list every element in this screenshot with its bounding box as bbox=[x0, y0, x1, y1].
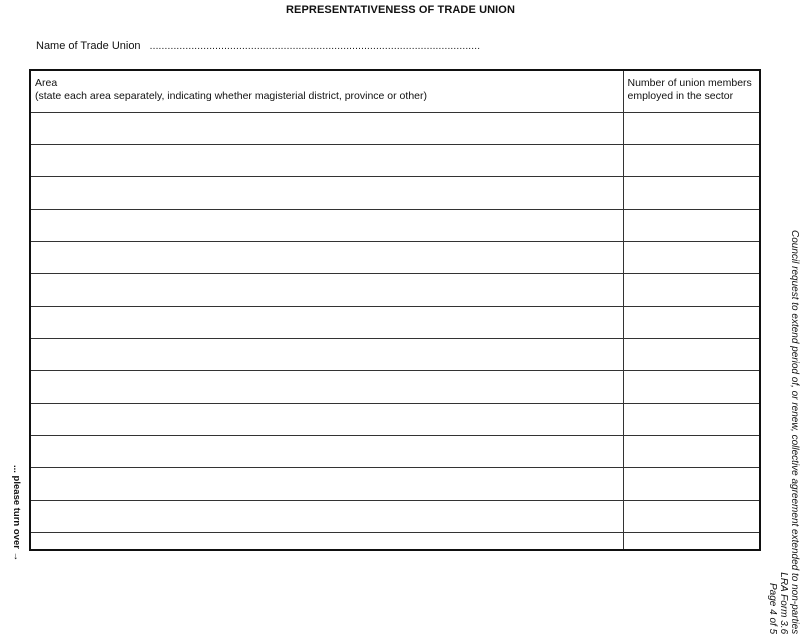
members-column-title-line2: employed in the sector bbox=[627, 90, 734, 102]
area-cell[interactable] bbox=[31, 306, 623, 338]
members-count-cell[interactable] bbox=[623, 209, 759, 241]
area-cell[interactable] bbox=[31, 112, 623, 144]
members-count-cell[interactable] bbox=[623, 306, 759, 338]
table-row bbox=[31, 500, 759, 532]
members-count-cell[interactable] bbox=[623, 500, 759, 532]
area-cell[interactable] bbox=[31, 274, 623, 306]
area-column-header bbox=[31, 71, 623, 112]
members-count-cell[interactable] bbox=[623, 339, 759, 371]
members-count-cell[interactable] bbox=[623, 144, 759, 176]
area-cell[interactable] bbox=[31, 371, 623, 403]
table-row bbox=[31, 177, 759, 209]
members-count-cell[interactable] bbox=[623, 241, 759, 273]
area-cell[interactable] bbox=[31, 339, 623, 371]
members-column-header bbox=[623, 71, 759, 112]
trade-union-name-label: Name of Trade Union bbox=[36, 40, 141, 52]
members-count-cell[interactable] bbox=[623, 371, 759, 403]
form-footer-text bbox=[767, 230, 800, 634]
area-cell[interactable] bbox=[31, 209, 623, 241]
members-column-title-line1: Number of union members bbox=[627, 77, 752, 89]
members-count-cell[interactable] bbox=[623, 403, 759, 435]
members-count-cell[interactable] bbox=[623, 112, 759, 144]
table-row bbox=[31, 274, 759, 306]
area-cell[interactable] bbox=[31, 533, 623, 549]
members-count-cell[interactable] bbox=[623, 177, 759, 209]
representativeness-table bbox=[31, 71, 759, 549]
table-row bbox=[31, 533, 759, 549]
area-column-title: Area bbox=[35, 77, 58, 89]
trade-union-name-field[interactable] bbox=[36, 40, 480, 52]
table-row bbox=[31, 436, 759, 468]
area-cell[interactable] bbox=[31, 468, 623, 500]
page-number: Page 4 of 5 bbox=[767, 582, 778, 634]
area-column-note: (state each area separately, indicating whether magisterial district, province or other) bbox=[35, 90, 427, 102]
members-count-cell[interactable] bbox=[623, 468, 759, 500]
table-row bbox=[31, 371, 759, 403]
turn-over-text: ... please turn over → bbox=[11, 465, 22, 562]
turn-over-note bbox=[10, 465, 24, 562]
form-footer-right bbox=[764, 230, 801, 634]
table-row bbox=[31, 339, 759, 371]
area-cell[interactable] bbox=[31, 241, 623, 273]
table-header-row bbox=[31, 71, 759, 112]
table-row bbox=[31, 403, 759, 435]
area-cell[interactable] bbox=[31, 436, 623, 468]
members-count-cell[interactable] bbox=[623, 533, 759, 549]
page-title: REPRESENTATIVENESS OF TRADE UNION bbox=[285, 4, 516, 16]
trade-union-name-dotted-line: ............................................................................................................... bbox=[149, 41, 481, 52]
area-cell[interactable] bbox=[31, 500, 623, 532]
area-cell[interactable] bbox=[31, 177, 623, 209]
table-row bbox=[31, 112, 759, 144]
table-row bbox=[31, 306, 759, 338]
members-count-cell[interactable] bbox=[623, 436, 759, 468]
members-count-cell[interactable] bbox=[623, 274, 759, 306]
form-description: Council request to extend period of, or renew, collective agreement extended to non-parties bbox=[789, 230, 800, 634]
area-cell[interactable] bbox=[31, 403, 623, 435]
form-number: LRA Form 3.6 bbox=[778, 572, 789, 634]
area-cell[interactable] bbox=[31, 144, 623, 176]
table-row bbox=[31, 468, 759, 500]
table-row bbox=[31, 209, 759, 241]
table-row bbox=[31, 241, 759, 273]
representativeness-table-frame bbox=[29, 69, 761, 551]
table-row bbox=[31, 144, 759, 176]
